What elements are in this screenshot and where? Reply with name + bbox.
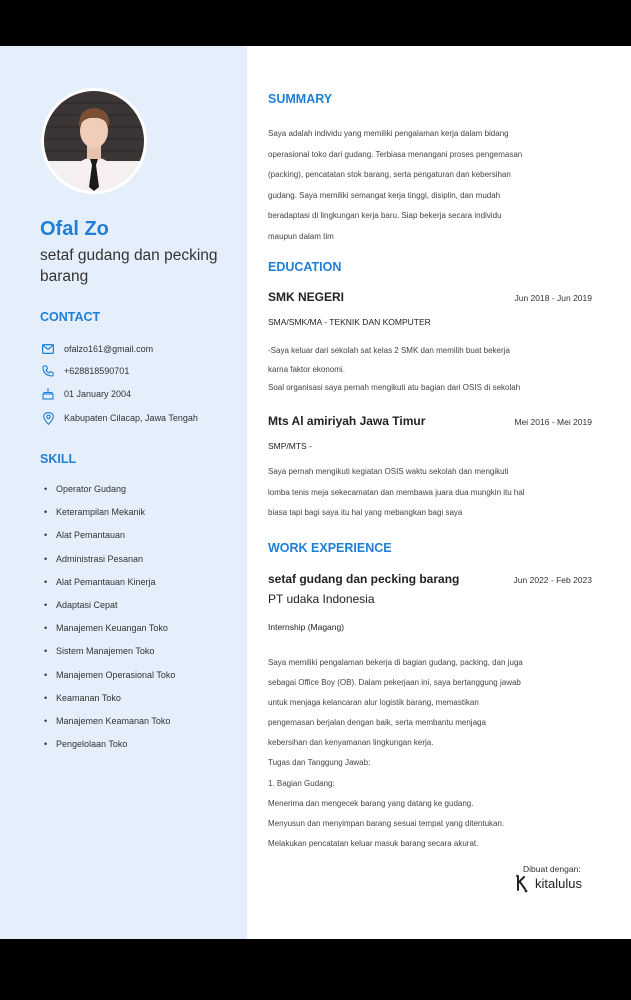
location-pin-icon bbox=[40, 410, 56, 426]
avatar bbox=[41, 88, 147, 194]
contact-location-text: Kabupaten Cilacap, Jawa Tengah bbox=[64, 413, 198, 423]
skill-item: • Sistem Manajemen Toko bbox=[44, 646, 155, 657]
sidebar bbox=[0, 46, 247, 939]
summary-heading: SUMMARY bbox=[268, 92, 333, 106]
skill-item: • Adaptasi Cepat bbox=[44, 599, 118, 610]
cake-icon bbox=[40, 386, 56, 402]
skill-item: • Alat Pemantauan Kinerja bbox=[44, 576, 156, 587]
education-entry-1-header bbox=[268, 290, 592, 304]
school-major: SMP/MTS - bbox=[268, 441, 312, 451]
skill-item: • Keamanan Toko bbox=[44, 692, 121, 703]
contact-phone[interactable] bbox=[40, 363, 129, 379]
school-name: Mts Al amiriyah Jawa Timur bbox=[268, 414, 426, 428]
mail-icon bbox=[40, 341, 56, 357]
profile-name: Ofal Zo bbox=[40, 218, 109, 240]
main-content bbox=[247, 46, 631, 939]
brand-badge bbox=[515, 864, 595, 904]
resume-page bbox=[0, 46, 631, 939]
school-dates: Jun 2018 - Jun 2019 bbox=[514, 293, 592, 303]
summary-text: Saya adalah individu yang memiliki pengalaman kerja dalam bidang operasional toko dari gudang. Terbiasa menangani proses pengemasan (packing), pencatatan stok barang, serta pengaturan dan kebersihan gudang. Saya memiliki semangat kerja tinggi, disiplin, dan mudah beradaptasi di lingkungan kerja baru. Siap bekerja secara individu maupun dalam tim bbox=[268, 129, 523, 241]
work-description: Saya memiliki pengalaman bekerja di bagian gudang, packing, dan juga sebagai Office Boy (OB). Dalam pekerjaan ini, saya bertanggung jawab untuk menjaga kelancaran alur logistik barang, memastikan pengemasan berjalan dengan baik, serta membantu menjaga kebersihan dan kenyamanan lingkungan kerja. Tugas dan Tanggung Jawab: 1. Bagian Gudang: Menerima dan mengecek barang yang datang ke gudang. Menyusun dan menyimpan barang sesuai tempat yang ditentukan. Melakukan pencatatan keluar masuk barang secara akurat. bbox=[268, 658, 523, 848]
contact-birthday bbox=[40, 386, 131, 402]
skill-item: • Manajemen Keuangan Toko bbox=[44, 623, 168, 634]
education-heading: EDUCATION bbox=[268, 260, 342, 274]
contact-heading: CONTACT bbox=[40, 310, 101, 324]
school-name: SMK NEGERI bbox=[268, 290, 345, 304]
contact-email[interactable] bbox=[40, 341, 153, 357]
profile-role: setaf gudang dan pecking barang bbox=[40, 247, 218, 285]
contact-phone-text: +628818590701 bbox=[64, 366, 130, 376]
kitalulus-logo-icon bbox=[515, 874, 531, 899]
kitalulus-logo-text: kitalulus bbox=[535, 876, 582, 891]
skill-item: • Operator Gudang bbox=[44, 484, 127, 494]
skill-list bbox=[44, 482, 175, 760]
contact-email-text: ofalzo161@gmail.com bbox=[64, 344, 154, 354]
school-major: SMA/SMK/MA - TEKNIK DAN KOMPUTER bbox=[268, 317, 431, 327]
skill-item: • Alat Pemantauan bbox=[44, 530, 126, 541]
skill-item: • Manajemen Operasional Toko bbox=[44, 669, 176, 680]
company-name: PT udaka Indonesia bbox=[268, 592, 375, 606]
skill-heading: SKILL bbox=[40, 452, 77, 466]
school-dates: Mei 2016 - Mei 2019 bbox=[514, 417, 592, 427]
job-title: setaf gudang dan pecking barang bbox=[268, 572, 460, 586]
work-heading: WORK EXPERIENCE bbox=[268, 541, 392, 555]
education-entry-2-text: Saya pernah mengikuti kegiatan OSIS waktu sekolah dan mengikuti lomba tenis meja sekecamatan dan membawa juara dua mungkin itu hal biasa tapi bagi saya itu hal yang mebangkan bagi saya bbox=[268, 467, 525, 517]
skill-item: • Administrasi Pesanan bbox=[44, 553, 144, 564]
skill-item: • Manajemen Keamanan Toko bbox=[44, 715, 171, 726]
skill-item: • Keterampilan Mekanik bbox=[44, 507, 146, 518]
job-type: Internship (Magang) bbox=[268, 622, 345, 632]
education-entry-2-header bbox=[268, 414, 592, 428]
education-entry-1-text: -Saya keluar dari sekolah sat kelas 2 SMK dan memilih buat bekerja karna faktor ekonomi. Soal organisasi saya pernah mengikuti atu bagian dari OSIS di sekolah bbox=[268, 346, 521, 392]
phone-icon bbox=[40, 363, 56, 379]
made-with-label: Dibuat dengan: bbox=[523, 864, 581, 874]
skill-item: • Pengelolaan Toko bbox=[44, 739, 128, 750]
contact-location bbox=[40, 410, 198, 426]
avatar-photo-icon bbox=[44, 91, 144, 191]
work-entry-header bbox=[268, 572, 592, 586]
job-dates: Jun 2022 - Feb 2023 bbox=[513, 575, 592, 585]
contact-birthday-text: 01 January 2004 bbox=[64, 389, 132, 399]
